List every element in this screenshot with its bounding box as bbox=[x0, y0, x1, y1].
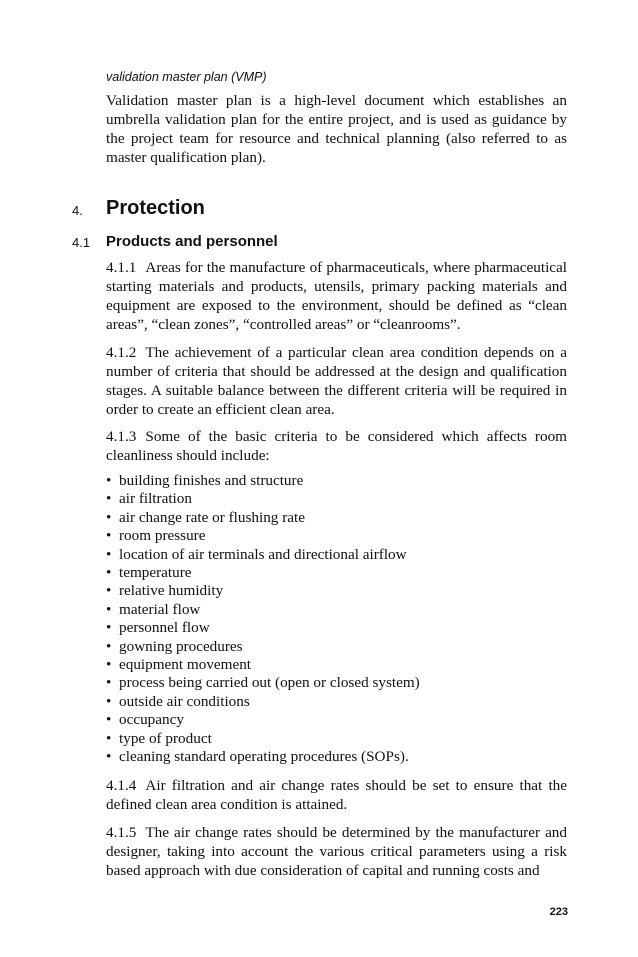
paragraph-number: 4.1.5 bbox=[106, 824, 137, 841]
paragraph-text: Air filtration and air change rates should be set to ensure that the defined clean area condition is attained. bbox=[106, 777, 567, 813]
paragraph-4-1-4 bbox=[106, 776, 567, 814]
list-item: • building finishes and structure bbox=[106, 472, 567, 490]
glossary-term: validation master plan (VMP) bbox=[106, 70, 267, 84]
paragraph-text: The achievement of a particular clean area condition depends on a number of criteria that should be addressed at the design and qualification stages. A suitable balance between the different criteria will be required in order to create an efficient clean area. bbox=[106, 344, 567, 418]
section-title: Protection bbox=[106, 197, 205, 219]
list-item: • gowning procedures bbox=[106, 638, 567, 656]
paragraph-4-1-5 bbox=[106, 823, 567, 880]
list-item: • occupancy bbox=[106, 711, 567, 729]
list-item: • type of product bbox=[106, 730, 567, 748]
paragraph-4-1-1 bbox=[106, 258, 567, 334]
paragraph-text: Areas for the manufacture of pharmaceuticals, where pharmaceutical starting materials and products, utensils, primary packing materials and equipment are exposed to the environment, should be defined as “clean areas”, “clean zones”, “controlled areas” or “cleanrooms”. bbox=[106, 259, 567, 333]
paragraph-number: 4.1.3 bbox=[106, 428, 137, 445]
list-item: • air filtration bbox=[106, 490, 567, 508]
list-item: • material flow bbox=[106, 601, 567, 619]
subsection-number: 4.1 bbox=[72, 235, 91, 250]
page-number: 223 bbox=[549, 906, 568, 918]
glossary-definition: Validation master plan is a high-level document which establishes an umbrella validation plan for the entire project, and is used as guidance by the project team for resource and technical planning (also referred to as master qualification plan). bbox=[106, 92, 567, 166]
section-number: 4. bbox=[72, 203, 83, 218]
subsection-title: Products and personnel bbox=[106, 233, 278, 250]
list-item: • cleaning standard operating procedures (SOPs). bbox=[106, 748, 567, 766]
list-item: • air change rate or flushing rate bbox=[106, 509, 567, 527]
paragraph-number: 4.1.1 bbox=[106, 259, 137, 276]
list-item: • room pressure bbox=[106, 527, 567, 545]
list-item: • process being carried out (open or closed system) bbox=[106, 674, 567, 692]
paragraph-number: 4.1.2 bbox=[106, 344, 137, 361]
paragraph-number: 4.1.4 bbox=[106, 777, 137, 794]
list-item: • personnel flow bbox=[106, 619, 567, 637]
list-item: • relative humidity bbox=[106, 582, 567, 600]
criteria-list bbox=[106, 472, 567, 767]
paragraph-text: Some of the basic criteria to be considered which affects room cleanliness should include: bbox=[106, 428, 567, 464]
paragraph-4-1-3 bbox=[106, 427, 567, 465]
paragraph-text: The air change rates should be determined by the manufacturer and designer, taking into account the various critical parameters using a risk based approach with due consideration of capital and running costs and bbox=[106, 824, 567, 879]
list-item: • temperature bbox=[106, 564, 567, 582]
list-item: • outside air conditions bbox=[106, 693, 567, 711]
list-item: • location of air terminals and directional airflow bbox=[106, 546, 567, 564]
list-item: • equipment movement bbox=[106, 656, 567, 674]
paragraph-4-1-2 bbox=[106, 343, 567, 419]
